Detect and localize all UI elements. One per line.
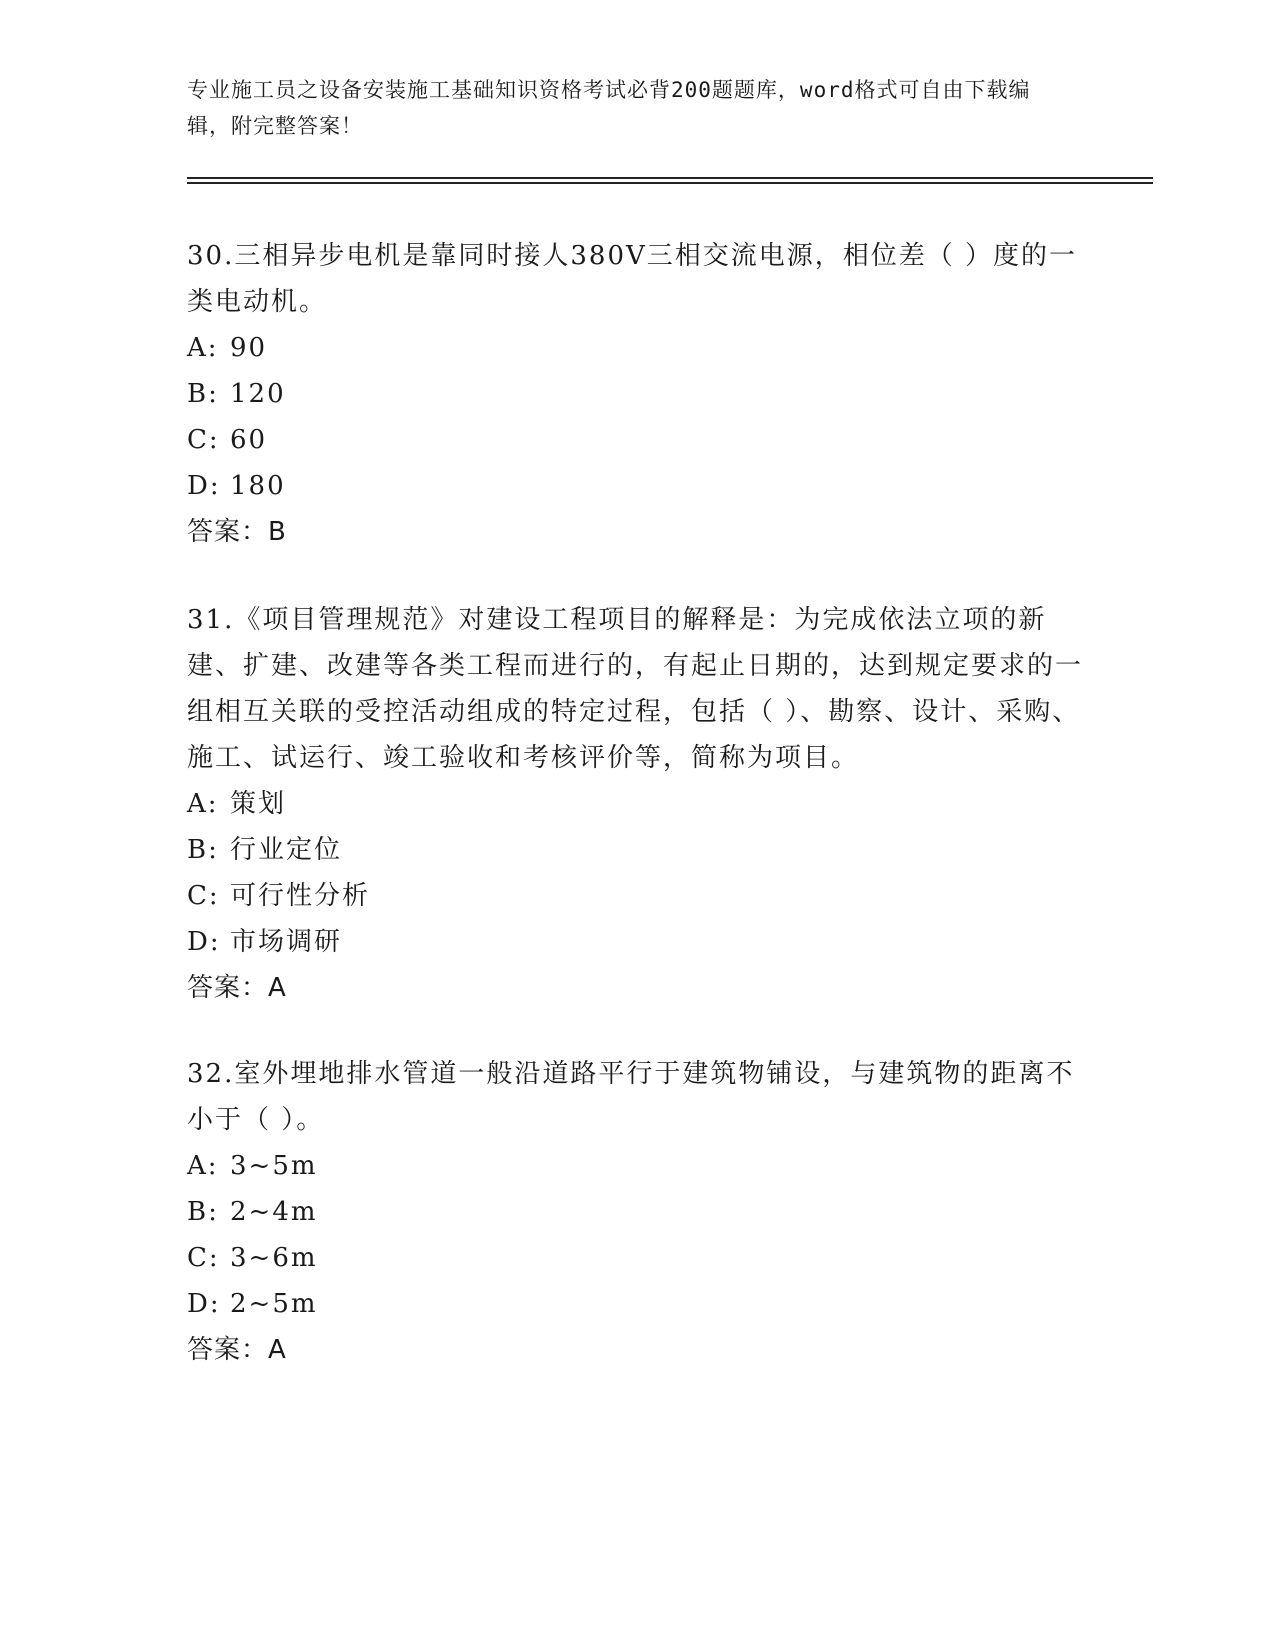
option-letter: C: xyxy=(187,425,220,455)
question-30 xyxy=(187,233,1087,555)
answer-line: 答案：B xyxy=(187,517,287,547)
question-number: 32. xyxy=(187,1059,235,1089)
option-text: 3~5m xyxy=(230,1151,318,1181)
option-text: 3~6m xyxy=(230,1243,318,1273)
option-letter: A: xyxy=(187,333,219,363)
option-a xyxy=(187,1143,1087,1189)
question-number: 30. xyxy=(187,241,235,271)
option-text: 策划 xyxy=(230,789,287,819)
option-text: 可行性分析 xyxy=(230,881,371,911)
option-d xyxy=(187,463,1087,509)
option-d xyxy=(187,919,1087,965)
question-text xyxy=(187,1051,1087,1143)
question-body: 《项目管理规范》对建设工程项目的解释是：为完成依法立项的新建、扩建、改建等各类工程而进行的，有起止日期的，达到规定要求的一组相互关联的受控活动组成的特定过程，包括（ ）、勘察、设计、采购、施工、试运行、竣工验收和考核评价等，简称为项目。 xyxy=(187,605,1084,773)
option-letter: A: xyxy=(187,1151,219,1181)
option-letter: D: xyxy=(187,927,221,957)
option-letter: C: xyxy=(187,1243,220,1273)
option-letter: B: xyxy=(187,379,219,409)
option-text: 60 xyxy=(230,425,268,455)
question-body: 室外埋地排水管道一般沿道路平行于建筑物铺设，与建筑物的距离不小于（ ）。 xyxy=(187,1059,1075,1135)
option-a xyxy=(187,325,1087,371)
option-letter: D: xyxy=(187,1289,221,1319)
option-text: 市场调研 xyxy=(230,927,343,957)
option-letter: B: xyxy=(187,835,219,865)
option-b xyxy=(187,827,1087,873)
option-letter: C: xyxy=(187,881,220,911)
option-letter: B: xyxy=(187,1197,219,1227)
option-b xyxy=(187,371,1087,417)
question-text xyxy=(187,597,1087,781)
option-c xyxy=(187,1235,1087,1281)
option-b xyxy=(187,1189,1087,1235)
option-text: 行业定位 xyxy=(230,835,343,865)
option-text: 180 xyxy=(230,471,286,501)
option-letter: D: xyxy=(187,471,221,501)
question-number: 31. xyxy=(187,605,235,635)
question-31 xyxy=(187,597,1087,1011)
question-body: 三相异步电机是靠同时接人380V三相交流电源，相位差（ ）度的一类电动机。 xyxy=(187,241,1078,317)
header-divider-bottom xyxy=(187,182,1153,184)
header-divider-top xyxy=(187,177,1153,179)
option-a xyxy=(187,781,1087,827)
option-text: 120 xyxy=(230,379,286,409)
answer-line: 答案：A xyxy=(187,1335,287,1365)
option-text: 2~5m xyxy=(230,1289,318,1319)
option-letter: A: xyxy=(187,789,219,819)
question-text xyxy=(187,233,1087,325)
option-d xyxy=(187,1281,1087,1327)
option-c xyxy=(187,417,1087,463)
question-32 xyxy=(187,1051,1087,1373)
option-text: 2~4m xyxy=(230,1197,318,1227)
document-header: 专业施工员之设备安装施工基础知识资格考试必背200题题库，word格式可自由下载编辑，附完整答案！ xyxy=(187,78,1031,138)
option-text: 90 xyxy=(230,333,268,363)
option-c xyxy=(187,873,1087,919)
answer-line: 答案：A xyxy=(187,973,287,1003)
